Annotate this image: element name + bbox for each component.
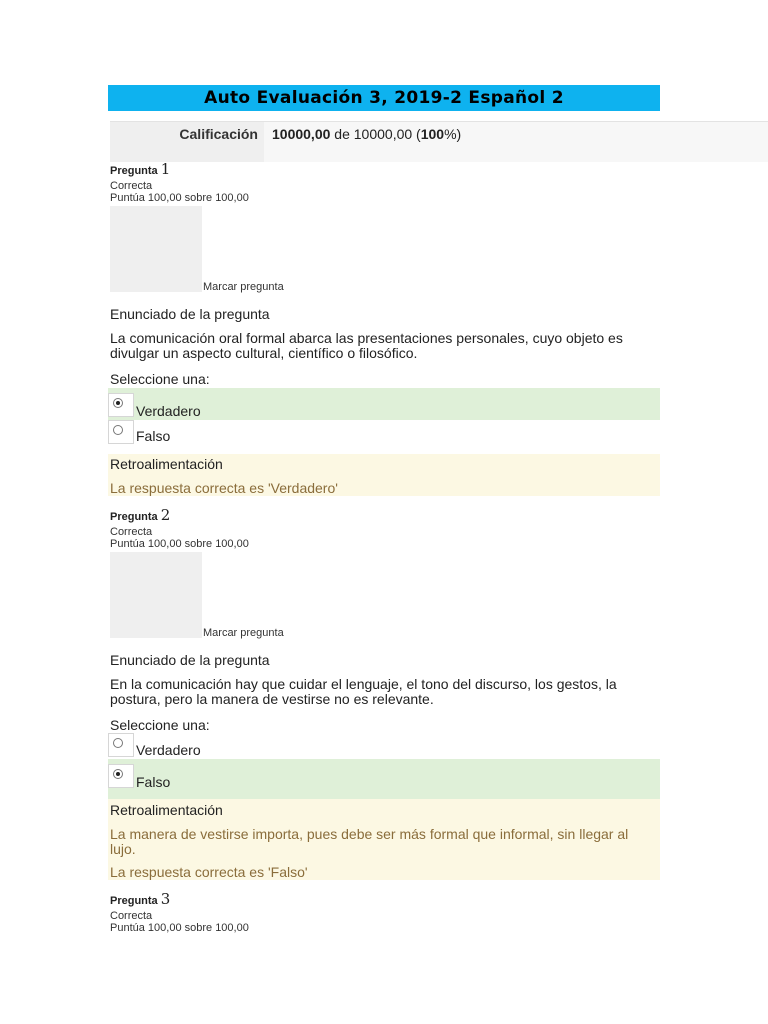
question-1-points: Puntúa 100,00 sobre 100,00 [110,192,249,204]
question-2-flag-link[interactable]: Marcar pregunta [203,627,284,639]
question-1-select-prompt: Seleccione una: [110,371,210,387]
feedback-text: La respuesta correcta es 'Verdadero' [110,480,338,496]
question-2-select-prompt: Seleccione una: [110,717,210,733]
question-1-state: Correcta [110,180,153,192]
question-1-statement-label: Enunciado de la pregunta [110,306,270,322]
question-2-option-falso[interactable] [108,759,660,799]
question-2-text: En la comunicación hay que cuidar el lenguaje, el tono del discurso, los gestos, la postura, pero la manera de vestirse no es relevante. [110,676,617,707]
grade-summary-row [110,121,768,162]
question-1-option-falso[interactable] [108,420,660,450]
question-1-flag-box[interactable] [110,206,202,292]
option-label[interactable]: Falso [136,428,171,444]
question-2-flag-box[interactable] [110,552,202,638]
grade-percent: 100 [420,126,445,142]
radio-checked-icon[interactable] [113,769,123,779]
question-word: Pregunta [110,511,158,523]
question-1-flag-link[interactable]: Marcar pregunta [203,281,284,293]
question-word: Pregunta [110,895,158,907]
grade-value [264,122,768,162]
question-word: Pregunta [110,165,158,177]
radio-box[interactable] [108,420,134,444]
radio-checked-icon[interactable] [113,398,123,408]
option-label[interactable]: Verdadero [136,742,201,758]
feedback-text: La respuesta correcta es 'Falso' [110,864,308,880]
question-2-statement-label: Enunciado de la pregunta [110,652,270,668]
option-label[interactable]: Verdadero [136,403,201,419]
quiz-title-bar [108,85,660,111]
question-1-text: La comunicación oral formal abarca las presentaciones personales, cuyo objeto es divulgar un aspecto cultural, científico o filosófico. [110,330,623,361]
radio-box[interactable] [108,733,134,757]
question-3-points: Puntúa 100,00 sobre 100,00 [110,922,249,934]
question-number: 1 [160,160,171,178]
feedback-title: Retroalimentación [110,456,223,472]
radio-unchecked-icon[interactable] [113,738,123,748]
page-title: Auto Evaluación 3, 2019-2 Español 2 [204,88,564,108]
option-label[interactable]: Falso [136,774,171,790]
radio-box[interactable] [108,393,134,417]
grade-percent-suffix: %) [444,126,462,142]
question-number: 3 [160,890,171,908]
question-1-feedback [108,454,660,496]
grade-label: Calificación [110,122,264,162]
grade-of-text: de 10000,00 ( [330,126,421,142]
question-number: 2 [160,506,171,524]
feedback-title: Retroalimentación [110,802,223,818]
question-1-header [110,160,171,178]
question-2-option-verdadero[interactable] [108,733,660,759]
feedback-text: La manera de vestirse importa, pues debe ser más formal que informal, sin llegar al lujo. [110,826,629,857]
radio-box[interactable] [108,764,134,788]
question-2-points: Puntúa 100,00 sobre 100,00 [110,538,249,550]
question-3-header [110,890,171,908]
radio-unchecked-icon[interactable] [113,425,123,435]
question-1-option-verdadero[interactable] [108,388,660,420]
question-2-state: Correcta [110,526,153,538]
question-2-header [110,506,171,524]
grade-score: 10000,00 [272,126,331,142]
question-3-state: Correcta [110,910,153,922]
question-2-feedback [108,799,660,880]
